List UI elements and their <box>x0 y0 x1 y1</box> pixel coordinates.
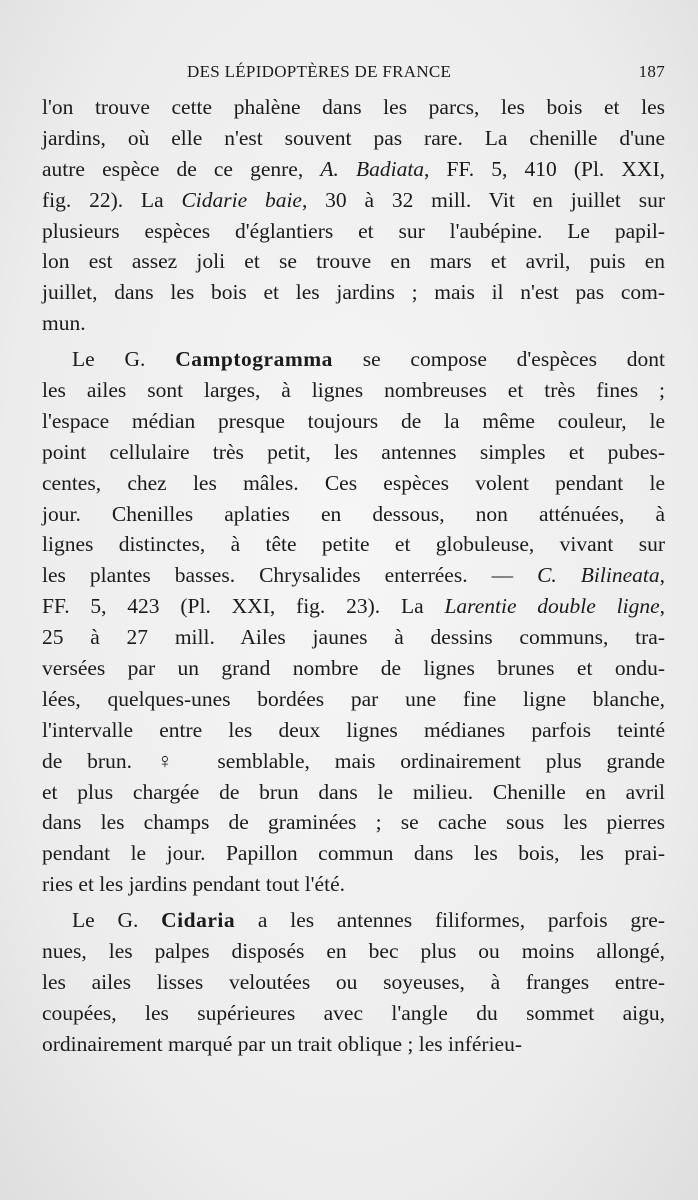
text-run: mun. <box>42 311 86 336</box>
text-line <box>42 92 665 123</box>
text-line <box>42 869 665 900</box>
text-run: 25 à 27 mill. Ailes jaunes à dessins communs, tra- <box>42 625 665 650</box>
text-run: jardins, où elle n'est souvent pas rare. La chenille d'une <box>42 125 665 150</box>
text-run: centes, chez les mâles. Ces espèces volent pendant le <box>42 470 665 495</box>
text-run: juillet, dans les bois et les jardins ; mais il n'est pas com- <box>42 280 665 305</box>
text-line <box>42 406 665 437</box>
text-line <box>42 468 665 499</box>
text-run: les plantes basses. Chrysalides enterrées. — <box>42 563 538 588</box>
text-run: lon est assez joli et se trouve en mars et avril, puis en <box>42 249 665 274</box>
text-run: l'intervalle entre les deux lignes médianes parfois teinté <box>42 717 665 742</box>
text-line <box>42 936 665 967</box>
text-line <box>42 967 665 998</box>
paragraph <box>42 92 665 339</box>
text-run: jour. Chenilles aplaties en dessous, non atténuées, à <box>42 501 665 526</box>
text-run: ries et les jardins pendant tout l'été. <box>42 872 345 897</box>
text-run: les ailes lisses veloutées ou soyeuses, à franges entre- <box>42 969 665 994</box>
text-run: , <box>659 594 665 619</box>
text-run: de brun. ♀ semblable, mais ordinairement plus grande <box>42 748 665 773</box>
text-line <box>42 499 665 530</box>
text-line <box>42 838 665 869</box>
page-header <box>42 62 665 90</box>
text-run: lignes distinctes, à tête petite et globuleuse, vivant sur <box>42 532 665 557</box>
text-run: FF. 5, 423 (Pl. XXI, fig. 23). La <box>42 594 445 619</box>
text-line <box>42 622 665 653</box>
italic-text: C. Bilineata <box>537 563 660 588</box>
paragraph <box>42 344 665 900</box>
text-line <box>42 344 665 375</box>
text-line <box>42 1029 665 1060</box>
page-number: 187 <box>638 62 665 81</box>
text-line <box>42 529 665 560</box>
paragraph <box>42 905 665 1059</box>
italic-text: Larentie double ligne <box>444 594 660 619</box>
italic-text: Cidarie baie <box>181 187 302 212</box>
text-line <box>42 308 665 339</box>
text-run: l'espace médian presque toujours de la même couleur, le <box>42 408 665 433</box>
genus-name: Cidaria <box>161 908 236 933</box>
text-run: a les antennes filiformes, parfois gre- <box>235 908 665 933</box>
text-run: l'on trouve cette phalène dans les parcs, les bois et les <box>42 95 665 119</box>
text-line <box>42 185 665 216</box>
text-line <box>42 746 665 777</box>
text-run: , FF. 5, 410 (Pl. XXI, <box>424 156 665 181</box>
text-run: se compose d'espèces dont <box>332 347 665 372</box>
text-run: , 30 à 32 mill. Vit en juillet sur <box>301 187 666 212</box>
text-line <box>42 684 665 715</box>
text-line <box>42 437 665 468</box>
text-run: pendant le jour. Papillon commun dans les bois, les prai- <box>42 841 665 866</box>
page-body <box>42 92 665 1060</box>
text-run: et plus chargée de brun dans le milieu. Chenille en avril <box>42 779 665 804</box>
text-line <box>42 591 665 622</box>
text-line <box>42 246 665 277</box>
italic-text: A. Badiata <box>320 156 425 181</box>
text-run: les ailes sont larges, à lignes nombreuses et très fines ; <box>42 378 665 403</box>
text-line <box>42 216 665 247</box>
text-run: autre espèce de ce genre, <box>42 156 321 181</box>
text-run: , <box>659 563 665 588</box>
text-line <box>42 375 665 406</box>
running-title: DES LÉPIDOPTÈRES DE FRANCE <box>187 62 452 81</box>
text-run: point cellulaire très petit, les antennes simples et pubes- <box>42 439 665 464</box>
text-run: dans les champs de graminées ; se cache sous les pierres <box>42 810 665 835</box>
text-run: Le G. <box>72 347 176 372</box>
text-run: lées, quelques-unes bordées par une fine ligne blanche, <box>42 686 665 711</box>
text-line <box>42 998 665 1029</box>
text-line <box>42 277 665 308</box>
text-run: coupées, les supérieures avec l'angle du sommet aigu, <box>42 1000 665 1025</box>
text-line <box>42 560 665 591</box>
text-run: versées par un grand nombre de lignes brunes et ondu- <box>42 656 665 681</box>
text-line <box>42 807 665 838</box>
text-line <box>42 715 665 746</box>
text-run: ordinairement marqué par un trait oblique ; les inférieu- <box>42 1031 522 1056</box>
text-line <box>42 154 665 185</box>
text-line <box>42 777 665 808</box>
text-line <box>42 123 665 154</box>
text-run: plusieurs espèces d'églantiers et sur l'aubépine. Le papil- <box>42 218 665 243</box>
genus-name: Camptogramma <box>175 347 333 372</box>
text-line <box>42 905 665 936</box>
text-run: Le G. <box>72 908 162 933</box>
text-line <box>42 653 665 684</box>
text-run: fig. 22). La <box>42 187 182 212</box>
text-run: nues, les palpes disposés en bec plus ou moins allongé, <box>42 939 665 964</box>
